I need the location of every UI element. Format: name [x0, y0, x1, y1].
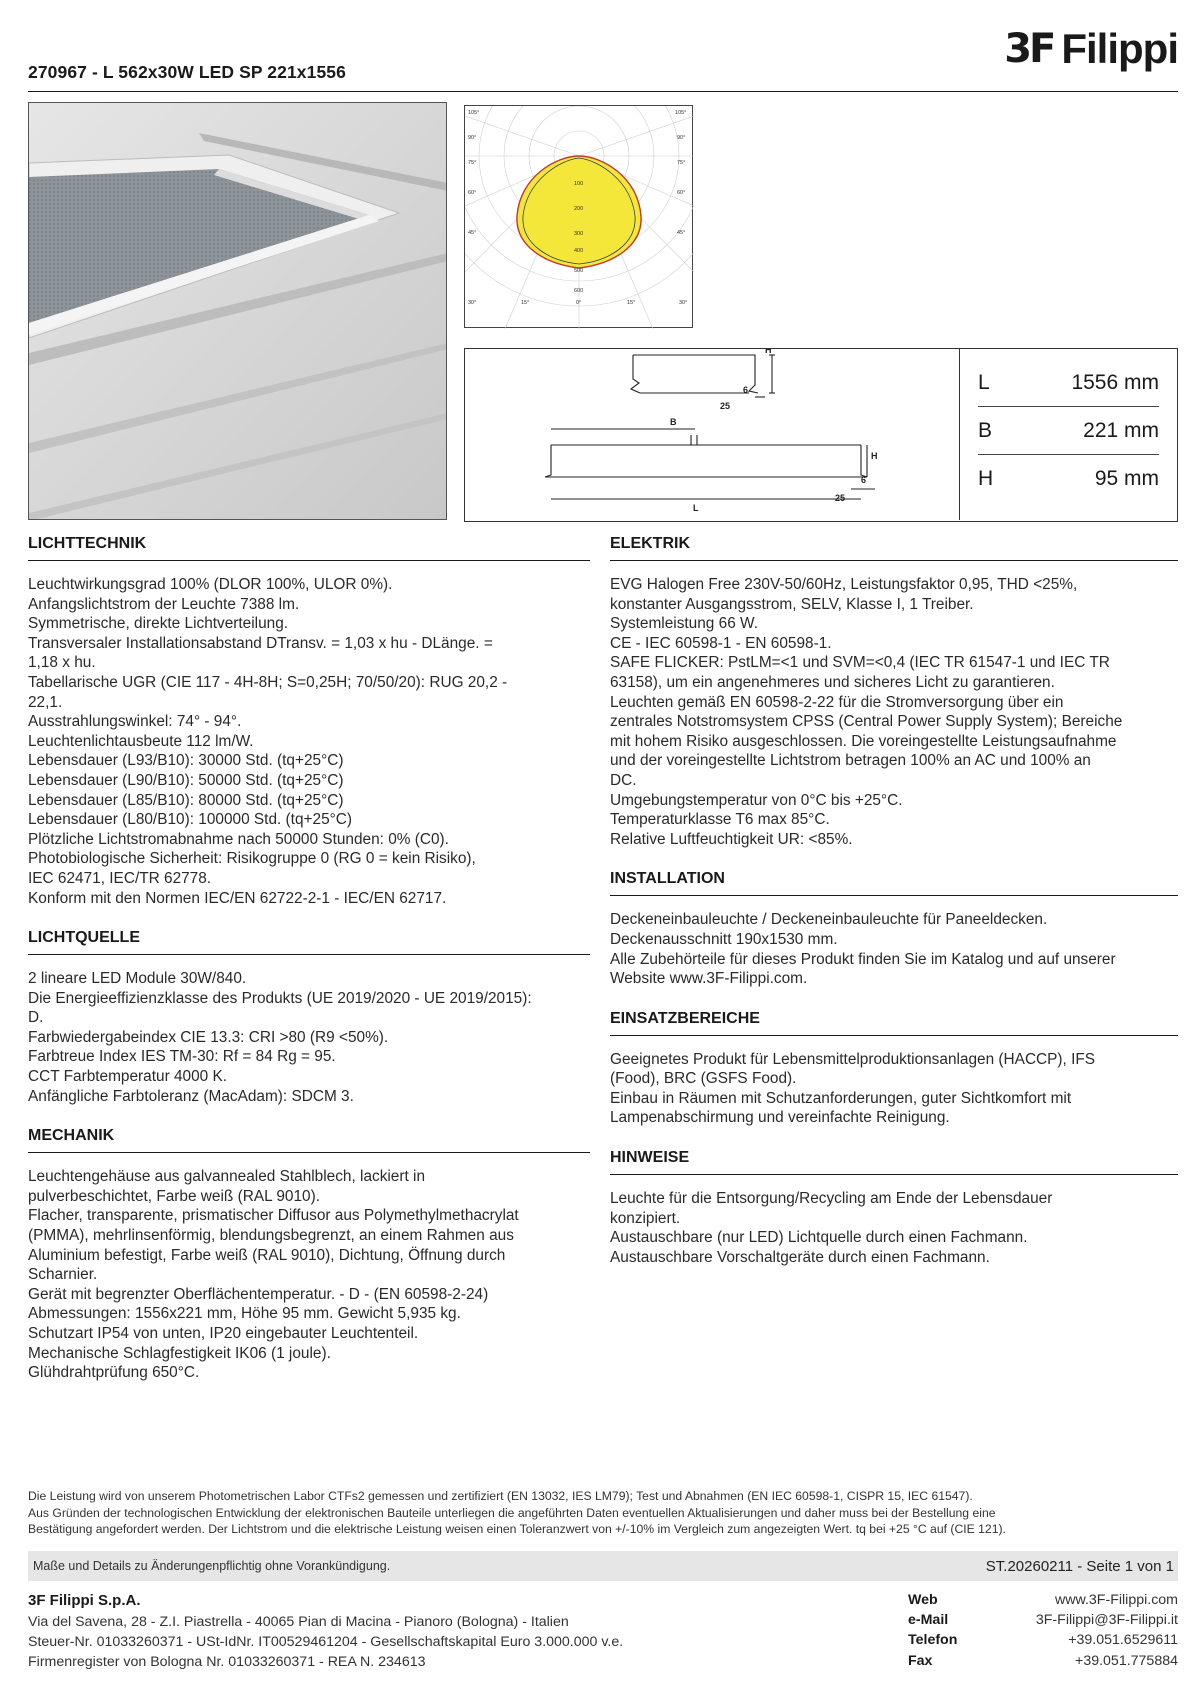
spec-line: konzipiert.	[610, 1209, 681, 1227]
light-distribution-chart	[465, 106, 694, 329]
spec-line: Deckenausschnitt 190x1530 mm.	[610, 930, 838, 948]
dim-label-6: 6	[861, 475, 867, 485]
section-hinweise	[610, 1144, 1178, 1267]
contact-row-web	[908, 1590, 1178, 1610]
angle-label: 30°	[679, 300, 688, 306]
spec-line: Lebensdauer (L90/B10): 50000 Std. (tq+25°C)	[28, 771, 344, 789]
dimension-panel	[464, 348, 1178, 522]
dim-label-l: L	[693, 503, 699, 513]
spec-line: Umgebungstemperatur von 0°C bis +25°C.	[610, 791, 903, 809]
section-einsatzbereiche	[610, 1005, 1178, 1128]
spec-line: Ausstrahlungswinkel: 74° - 94°.	[28, 713, 242, 731]
spec-line: Konform mit den Normen IEC/EN 62722-2-1 - IEC/EN 62717.	[28, 889, 447, 907]
spec-line: konstanter Ausgangsstrom, SELV, Klasse I, 1 Treiber.	[610, 595, 974, 613]
spec-line: Leuchte für die Entsorgung/Recycling am Ende der Lebensdauer	[610, 1190, 1053, 1208]
logo-text: Filippi	[1061, 25, 1178, 72]
spec-line: Einbau in Räumen mit Schutzanforderungen, guter Sichtkomfort mit	[610, 1089, 1072, 1107]
spec-line: EVG Halogen Free 230V-50/60Hz, Leistungsfaktor 0,95, THD <25%,	[610, 576, 1078, 593]
spec-line: Abmessungen: 1556x221 mm, Höhe 95 mm. Gewicht 5,935 kg.	[28, 1305, 461, 1323]
product-title: 270967 - L 562x30W LED SP 221x1556	[28, 62, 346, 82]
polar-diagram	[464, 105, 693, 328]
spec-line: DC.	[610, 771, 637, 789]
spec-line: Leuchtenlichtausbeute 112 lm/W.	[28, 732, 254, 750]
disclaimer-line: Bestätigung angefordert werden. Der Lichtstrom und die elektrische Leistung weisen einen Toleranzwert von +/-10% im Vergleich zum angezeigten Wert. tq bei +25 °C auf (CIE 121).	[28, 1522, 1006, 1536]
email-link[interactable]: 3F-Filippi@3F-Filippi.it	[1035, 1612, 1178, 1629]
website-link[interactable]: www.3F-Filippi.com	[1055, 1592, 1178, 1608]
dimension-value: 221 mm	[1083, 418, 1159, 442]
section-title: EINSATZBEREICHE	[610, 1005, 1178, 1036]
change-notice: Maße und Details zu Änderungenpflichtig ohne Vorankündigung.	[33, 1559, 391, 1573]
spec-line: Austauschbare Vorschaltgeräte durch einen Fachmann.	[610, 1248, 990, 1266]
spec-line: Lebensdauer (L85/B10): 80000 Std. (tq+25°C)	[28, 791, 344, 809]
cross-section-drawing	[465, 349, 960, 520]
company-info	[28, 1590, 878, 1672]
radial-value: 600	[574, 288, 584, 294]
spec-line: Mechanische Schlagfestigkeit IK06 (1 joule).	[28, 1344, 331, 1362]
contact-key: Telefon	[908, 1632, 958, 1649]
spec-line: Farbtreue Index IES TM-30: Rf = 84 Rg = 95.	[28, 1048, 336, 1066]
spec-line: Symmetrische, direkte Lichtverteilung.	[28, 615, 289, 633]
spec-line: Lebensdauer (L93/B10): 30000 Std. (tq+25°C)	[28, 752, 344, 770]
dim-label-6: 6	[743, 385, 749, 395]
spec-line: Lebensdauer (L80/B10): 100000 Std. (tq+25°C)	[28, 811, 353, 829]
spec-line: Website www.3F-Filippi.com.	[610, 970, 808, 988]
spec-line: und der voreingestellte Lichtstrom betragen 100% an AC und 100% an	[610, 752, 1091, 770]
spec-line: Scharnier.	[28, 1266, 98, 1284]
angle-label: 75°	[677, 160, 686, 166]
angle-label: 45°	[677, 230, 686, 236]
angle-label: 60°	[677, 190, 686, 196]
page-header	[28, 20, 1178, 92]
spec-line: Glühdrahtprüfung 650°C.	[28, 1364, 200, 1382]
dim-label-h: H	[871, 451, 878, 461]
section-title: LICHTTECHNIK	[28, 530, 590, 561]
spec-line: Schutzart IP54 von unten, IP20 eingebauter Leuchtenteil.	[28, 1325, 419, 1342]
spec-line: Transversaler Installationsabstand DTransv. = 1,03 x hu - DLänge. =	[28, 634, 493, 652]
contact-row-email	[908, 1610, 1178, 1630]
contact-row-phone	[908, 1630, 1178, 1650]
radial-value: 200	[574, 206, 584, 212]
dimension-table	[960, 349, 1177, 520]
spec-line: (Food), BRC (GSFS Food).	[610, 1070, 797, 1088]
notice-bar	[28, 1551, 1178, 1581]
page-footer	[28, 1590, 1178, 1690]
right-column	[610, 530, 1178, 1283]
angle-label: 45°	[468, 230, 477, 236]
spec-line: Anfangslichtstrom der Leuchte 7388 lm.	[28, 595, 300, 613]
left-column	[28, 530, 590, 1399]
logo-mark: 3F	[1004, 26, 1054, 72]
section-lichttechnik	[28, 530, 590, 908]
section-lichtquelle	[28, 924, 590, 1106]
dimension-value: 95 mm	[1094, 467, 1159, 490]
section-title: ELEKTRIK	[610, 530, 1178, 561]
spec-line: Die Energieeffizienzklasse des Produkts (UE 2019/2020 - UE 2019/2015):	[28, 989, 532, 1007]
spec-line: Austauschbare (nur LED) Lichtquelle durch einen Fachmann.	[610, 1229, 1028, 1247]
radial-value: 100	[574, 181, 584, 187]
angle-label: 105°	[468, 110, 480, 116]
dimension-row	[978, 407, 1159, 455]
dimension-key: L	[978, 370, 990, 394]
section-installation	[610, 865, 1178, 988]
section-elektrik	[610, 530, 1178, 849]
radial-value: 300	[574, 231, 584, 237]
angle-label: 90°	[677, 135, 686, 141]
disclaimer-line: Die Leistung wird von unserem Photometrischen Labor CTFs2 gemessen und zertifiziert (EN 13032, IES LM79); Test und Abnahmen (EN IEC 60598-1, CISPR 15, IEC 61547).	[28, 1489, 973, 1503]
company-address: Via del Savena, 28 - Z.I. Piastrella - 40065 Pian di Macina - Pianoro (Bologna) - Italien	[28, 1614, 569, 1630]
spec-line: Leuchtengehäuse aus galvannealed Stahlblech, lackiert in	[28, 1168, 426, 1186]
spec-line: Lampenabschirmung und vereinfachte Reinigung.	[610, 1109, 950, 1127]
angle-label: 75°	[468, 160, 477, 166]
spec-line: IEC 62471, IEC/TR 62778.	[28, 869, 212, 887]
spec-line: Geeignetes Produkt für Lebensmittelproduktionsanlagen (HACCP), IFS	[610, 1050, 1096, 1068]
technical-drawing	[465, 349, 960, 520]
contact-key: Fax	[908, 1652, 933, 1669]
spec-line: D.	[28, 1009, 44, 1027]
spec-line: CE - IEC 60598-1 - EN 60598-1.	[610, 634, 832, 652]
spec-line: Photobiologische Sicherheit: Risikogruppe 0 (RG 0 = kein Risiko),	[28, 850, 476, 868]
company-tax-info: Steuer-Nr. 01033260371 - USt-IdNr. IT00529461204 - Gesellschaftskapital Euro 3.000.000 v.e.	[28, 1634, 624, 1650]
disclaimer-line: Aus Gründen der technologischen Entwicklung der elektronischen Bauteile unterliegen die angeführten Daten eventuellen Aktualisierungen und daher muss bei der Bestellung eine	[28, 1505, 996, 1520]
spec-line: Relative Luftfeuchtigkeit UR: <85%.	[610, 830, 853, 848]
contact-info	[908, 1590, 1178, 1671]
radial-value: 500	[574, 268, 584, 274]
dim-label-h: H	[765, 349, 772, 355]
spec-line: Leuchten gemäß EN 60598-2-22 für die Stromversorgung über ein	[610, 693, 1064, 711]
dimension-row	[978, 455, 1159, 503]
dimension-key: B	[978, 418, 993, 442]
spec-line: Alle Zubehörteile für dieses Produkt finden Sie im Katalog und auf unserer	[610, 950, 1116, 968]
angle-label: 105°	[675, 110, 687, 116]
disclaimer	[28, 1488, 1178, 1538]
contact-key: Web	[908, 1592, 938, 1608]
section-title: MECHANIK	[28, 1122, 590, 1153]
company-name: 3F Filippi S.p.A.	[28, 1592, 141, 1609]
spec-line: Flacher, transparente, prismatischer Diffusor aus Polymethylmethacrylat	[28, 1207, 519, 1225]
dimension-value: 1556 mm	[1071, 370, 1159, 394]
spec-line: zentrales Notstromsystem CPSS (Central Power Supply System); Bereiche	[610, 713, 1123, 731]
spec-line: Plötzliche Lichtstromabnahme nach 50000 Stunden: 0% (C0).	[28, 830, 449, 848]
contact-row-fax	[908, 1651, 1178, 1671]
spec-line: SAFE FLICKER: PstLM=<1 und SVM=<0,4 (IEC TR 61547-1 und IEC TR	[610, 654, 1110, 672]
contact-key: e-Mail	[908, 1612, 949, 1629]
spec-line: pulverbeschichtet, Farbe weiß (RAL 9010).	[28, 1187, 320, 1205]
section-title: INSTALLATION	[610, 865, 1178, 896]
company-logo	[1004, 20, 1178, 78]
product-photo	[28, 102, 447, 520]
section-title: LICHTQUELLE	[28, 924, 590, 955]
dim-label-25: 25	[835, 493, 846, 503]
dim-label-b: B	[670, 417, 677, 427]
spec-line: Farbwiedergabeindex CIE 13.3: CRI >80 (R9 <50%).	[28, 1028, 389, 1046]
spec-line: 22,1.	[28, 693, 63, 711]
spec-line: Systemleistung 66 W.	[610, 615, 758, 633]
spec-line: 1,18 x hu.	[28, 654, 96, 672]
phone-number: +39.051.6529611	[1068, 1632, 1178, 1649]
company-register: Firmenregister von Bologna Nr. 01033260371 - REA N. 234613	[28, 1654, 426, 1670]
spec-line: Anfängliche Farbtoleranz (MacAdam): SDCM 3.	[28, 1087, 354, 1105]
spec-line: CCT Farbtemperatur 4000 K.	[28, 1068, 228, 1086]
angle-label: 60°	[468, 190, 477, 196]
angle-label: 30°	[468, 300, 477, 306]
angle-label: 90°	[468, 135, 477, 141]
dimension-key: H	[978, 467, 994, 490]
angle-label: 15°	[521, 300, 530, 306]
spec-line: 63158), um ein angenehmeres und sicheres Licht zu garantieren.	[610, 673, 1055, 691]
section-mechanik	[28, 1122, 590, 1383]
spec-line: mit hohem Risiko ausgeschlossen. Die voreingestellte Leistungsaufnahme	[610, 732, 1117, 750]
spec-line: Deckeneinbauleuchte / Deckeneinbauleuchte für Paneeldecken.	[610, 911, 1048, 929]
spec-line: (PMMA), mehrlinsenförmig, blendungsbegrenzt, an einem Rahmen aus	[28, 1227, 514, 1245]
radial-value: 400	[574, 248, 584, 254]
spec-line: 2 lineare LED Module 30W/840.	[28, 970, 247, 988]
ceiling-luminaire-image	[29, 103, 447, 520]
spec-line: Gerät mit begrenzter Oberflächentemperatur. - D - (EN 60598-2-24)	[28, 1285, 489, 1303]
spec-line: Leuchtwirkungsgrad 100% (DLOR 100%, ULOR 0%).	[28, 576, 393, 593]
spec-line: Aluminium befestigt, Farbe weiß (RAL 9010), Dichtung, Öffnung durch	[28, 1246, 506, 1264]
spec-line: Tabellarische UGR (CIE 117 - 4H-8H; S=0,25H; 70/50/20): RUG 20,2 -	[28, 673, 508, 691]
angle-label: 0°	[576, 300, 582, 306]
angle-label: 15°	[627, 300, 636, 306]
spec-line: Temperaturklasse T6 max 85°C.	[610, 811, 830, 829]
section-title: HINWEISE	[610, 1144, 1178, 1175]
dim-label-25: 25	[720, 401, 731, 411]
page-indicator: ST.20260211 - Seite 1 von 1	[985, 1557, 1174, 1575]
dimension-row	[978, 359, 1159, 407]
fax-number: +39.051.775884	[1075, 1652, 1178, 1669]
